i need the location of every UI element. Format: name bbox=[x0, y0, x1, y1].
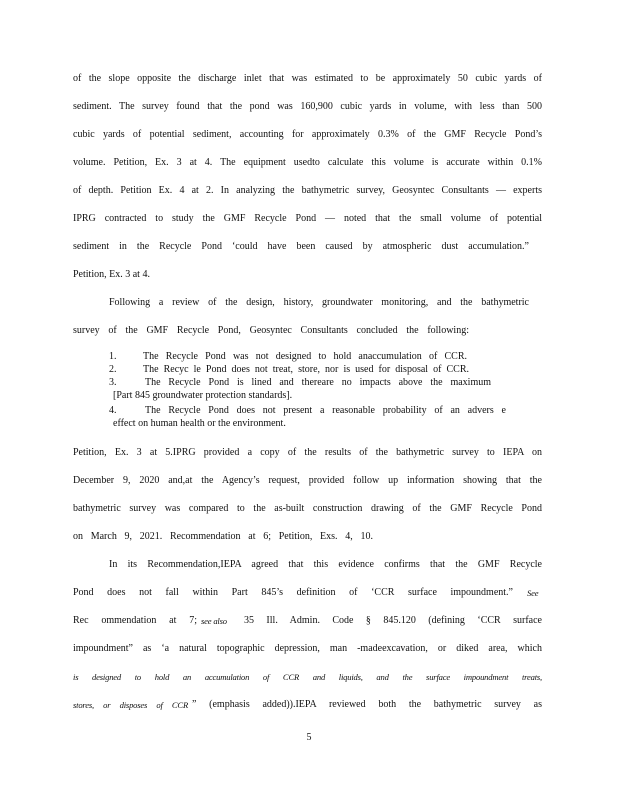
list-item-text: [Part 845 groundwater protection standards]. bbox=[113, 390, 293, 401]
body-line: Petition, Ex. 3 at 5.IPRG provided a copy of the results of the bathymetric survey to IEPA on bbox=[73, 447, 542, 458]
list-number: 4. bbox=[109, 405, 117, 416]
citation-signal: see also bbox=[201, 616, 227, 626]
body-line: Rec ommendation at 7; bbox=[73, 615, 197, 626]
body-line: Following a review of the design, history, groundwater monitoring, and the bathymetric bbox=[109, 297, 529, 308]
body-line: bathymetric survey was compared to the as-built construction drawing of the GMF Recycle Pond bbox=[73, 503, 542, 514]
body-line: of the slope opposite the discharge inlet that was estimated to be approximately 50 cubic yards of bbox=[73, 73, 542, 84]
list-number: 1. bbox=[109, 351, 117, 362]
body-line: 35 Ill. Admin. Code § 845.120 (defining ‘CCR surface bbox=[244, 615, 542, 626]
list-item-text: The Recycle Pond is lined and thereare no impacts above the maximum bbox=[145, 377, 491, 388]
body-line: volume. Petition, Ex. 3 at 4. The equipment usedto calculate this volume is accurate within 0.1% bbox=[73, 157, 542, 168]
body-line: Petition, Ex. 3 at 4. bbox=[73, 269, 150, 280]
body-line: December 9, 2020 and,at the Agency’s request, provided follow up information showing that the bbox=[73, 475, 542, 486]
citation-signal: See bbox=[527, 588, 539, 598]
list-item-text: The Recycle Pond was not designed to hold anaccumulation of CCR. bbox=[143, 351, 467, 362]
body-line: sediment. The survey found that the pond was 160,900 cubic yards in volume, with less than 500 bbox=[73, 101, 542, 112]
body-line: on March 9, 2021. Recommendation at 6; Petition, Exs. 4, 10. bbox=[73, 531, 373, 542]
list-item-text: The Recycle Pond does not present a reasonable probability of an advers e bbox=[145, 405, 506, 416]
list-item-text: effect on human health or the environment. bbox=[113, 418, 286, 429]
emphasized-quote: stores, or disposes of CCR bbox=[73, 700, 188, 710]
emphasized-quote: is designed to hold an accumulation of CCR and liquids, and the surface impoundment treats, bbox=[73, 672, 542, 682]
body-line: Pond does not fall within Part 845’s definition of ‘CCR surface impoundment.” bbox=[73, 587, 513, 598]
body-line: impoundment” as ‘a natural topographic depression, man -madeexcavation, or diked area, which bbox=[73, 643, 542, 654]
page-number: 5 bbox=[306, 732, 312, 743]
list-item-text: The Recyc le Pond does not treat, store, nor is used for disposal of CCR. bbox=[143, 364, 469, 375]
list-number: 3. bbox=[109, 377, 117, 388]
body-line: cubic yards of potential sediment, accounting for approximately 0.3% of the GMF Recycle Pond’s bbox=[73, 129, 542, 140]
body-line: sediment in the Recycle Pond ‘could have been caused by atmospheric dust accumulation.” bbox=[73, 241, 529, 252]
body-line: of depth. Petition Ex. 4 at 2. In analyzing the bathymetric survey, Geosyntec Consultants — experts bbox=[73, 185, 542, 196]
list-number: 2. bbox=[109, 364, 117, 375]
body-line: ” (emphasis added)).IEPA reviewed both the bathymetric survey as bbox=[192, 699, 542, 710]
body-line: survey of the GMF Recycle Pond, Geosyntec Consultants concluded the following: bbox=[73, 325, 469, 336]
body-line: IPRG contracted to study the GMF Recycle Pond — noted that the small volume of potential bbox=[73, 213, 542, 224]
body-line: In its Recommendation,IEPA agreed that this evidence confirms that the GMF Recycle bbox=[109, 559, 542, 570]
